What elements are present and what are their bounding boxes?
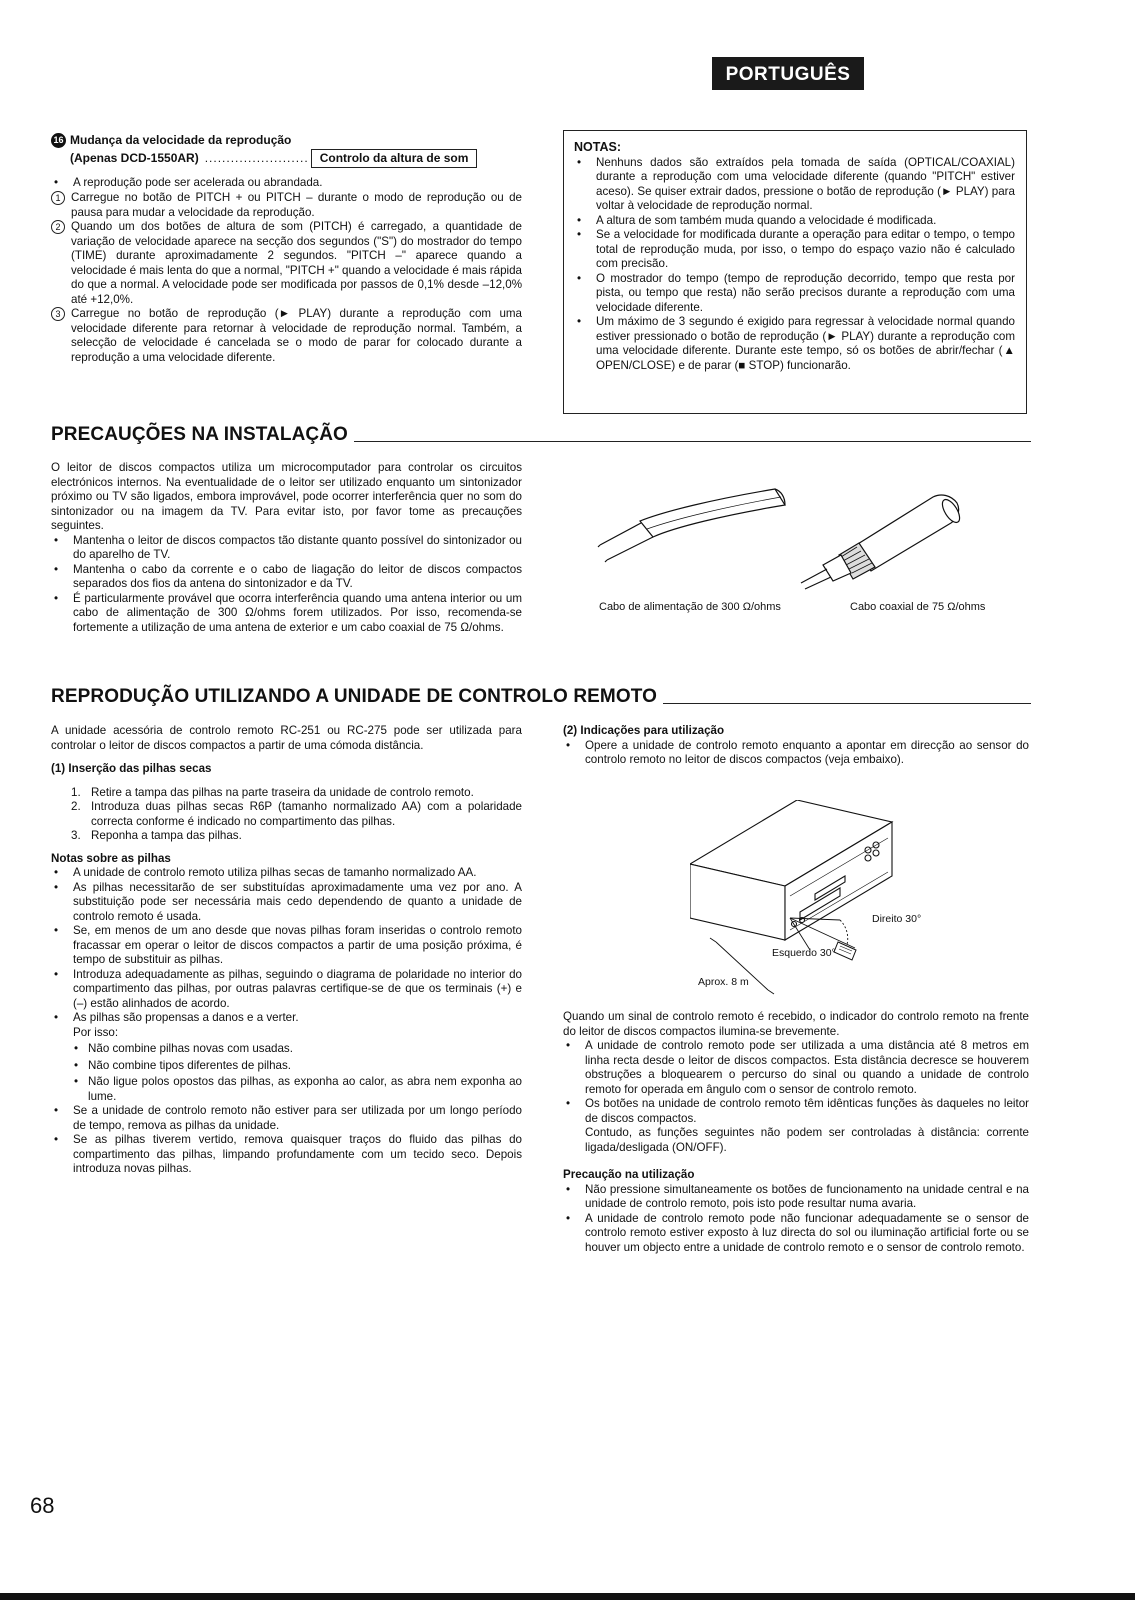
battery-notes-title: Notas sobre as pilhas	[51, 851, 171, 865]
received-list	[563, 1039, 1029, 1155]
pitch-steps	[51, 191, 522, 365]
leak-therefore: Por isso:	[73, 1025, 119, 1039]
page-number: 68	[30, 1493, 55, 1518]
step-number: 3	[51, 307, 65, 321]
list-item: • O mostrador do tempo (tempo de reprodução decorrido, tempo que resta por pista, ou tempo que resta) não serão precisos durante a reprodução com uma velocidade diferente.	[574, 272, 1015, 316]
installation-intro: O leitor de discos compactos utiliza um microcomputador para controlar os circuitos electrónicos internos. Na eventualidade de o leitor ser utilizado enquanto um sintonizador próximo ou TV são ligados, embora improvável, pode ocorrer interferência quer no som do sintonizador ou na imagem da TV. Para evitar isto, por favor tome as precauções seguintes.	[51, 461, 522, 532]
remote-heading: REPRODUÇÃO UTILIZANDO A UNIDADE DE CONTROLO REMOTO	[51, 686, 657, 707]
remote-heading-row	[51, 686, 1031, 708]
list-item: • Se a unidade de controlo remoto não estiver para ser utilizada por um longo período de tempo, remova as pilhas da unidade.	[51, 1104, 522, 1133]
list-item: • Mantenha o leitor de discos compactos tão distante quanto possível do sintonizador ou do aparelho de TV.	[51, 534, 522, 563]
received-item-text: • Os botões na unidade de controlo remoto têm idênticas funções às daqueles no leitor de discos compactos.	[585, 1097, 1029, 1125]
caution-list	[563, 1183, 1029, 1256]
section-number-badge: 16	[51, 133, 66, 148]
scan-border	[0, 1593, 1135, 1600]
list-item	[51, 1011, 522, 1104]
coax-cable-illustration	[801, 495, 963, 589]
usage-title: (2) Indicações para utilização	[563, 724, 725, 737]
list-item: • Não pressione simultaneamente os botões de funcionamento na unidade central e na unidade de controlo remoto, pois isto pode resultar numa avaria.	[563, 1183, 1029, 1212]
list-item	[71, 829, 522, 844]
remote-right-column	[563, 724, 1029, 768]
pitch-title: Mudança da velocidade da reprodução	[70, 133, 292, 148]
notes-box	[563, 130, 1027, 414]
pitch-subtitle: (Apenas DCD-1550AR)	[70, 151, 199, 165]
list-item: • A altura de som também muda quando a velocidade é modificada.	[574, 214, 1015, 229]
list-item: • Não combine tipos diferentes de pilhas.	[73, 1059, 522, 1074]
list-item: • A reprodução pode ser acelerada ou abrandada.	[51, 176, 522, 191]
leader-dots: ........................	[204, 151, 309, 165]
pitch-bullets	[51, 176, 522, 191]
list-item	[51, 191, 522, 220]
list-item: • A unidade de controlo remoto pode não funcionar adequadamente se o sensor de controlo remoto estiver exposto à luz directa do sol ou iluminação artificial forte ou se houver um objecto entre a unidade de controlo remoto e o sensor de controlo remoto.	[563, 1212, 1029, 1256]
list-item: • Se, em menos de um ano desde que novas pilhas foram inseridas o controlo remoto fracassar em operar o leitor de discos compactos a partir de uma posição próxima, é tempo de substituir as pilhas.	[51, 924, 522, 968]
list-item	[51, 220, 522, 307]
however-text: Contudo, as funções seguintes não podem ser controladas à distância: corrente ligada/desligada (ON/OFF).	[585, 1126, 1029, 1154]
pitch-title-row	[51, 133, 522, 148]
language-tab: PORTUGUÊS	[712, 57, 864, 90]
step-number: 3.	[71, 829, 81, 842]
list-item	[563, 1097, 1029, 1155]
leak-note: • As pilhas são propensas a danos e a verter.	[73, 1011, 299, 1024]
remote-left-column	[51, 724, 522, 1177]
list-item: • Um máximo de 3 segundo é exigido para regressar à velocidade normal quando estiver pressionado o botão de reprodução (► PLAY) durante a reprodução com uma velocidade diferente. Durante este tempo, só os botões de abrir/fechar (▲ OPEN/CLOSE) e de parar (■ STOP) funcionarão.	[574, 315, 1015, 373]
list-item: • Nenhuns dados são extraídos pela tomada de saída (OPTICAL/COAXIAL) durante a reprodução com uma velocidade diferente (quando "PITCH" estiver aceso). Se quiser extrair dados, pressione o botão de reprodução (► PLAY) para voltar à velocidade de reprodução normal.	[574, 156, 1015, 214]
battery-insert-title: (1) Inserção das pilhas secas	[51, 762, 212, 775]
list-item: • Opere a unidade de controlo remoto enquanto a apontar em direcção ao sensor do controlo remoto no leitor de discos compactos (veja embaixo).	[563, 739, 1029, 768]
list-item	[71, 800, 522, 829]
heading-rule	[663, 703, 1031, 704]
list-item: • Não ligue polos opostos das pilhas, as exponha ao calor, as abra nem exponha ao lume.	[73, 1075, 522, 1104]
list-item: • Mantenha o cabo da corrente e o cabo de liagação do leitor de discos compactos separados dos fios da antena do sintonizador e da TV.	[51, 563, 522, 592]
remote-control-icon	[834, 942, 856, 960]
step-number: 2	[51, 220, 65, 234]
list-item: • Se a velocidade for modificada durante a operação para editar o tempo, o tempo total de reprodução muda, por isso, o tempo do espaço vazio não é calculado com precisão.	[574, 228, 1015, 272]
step-number: 2.	[71, 800, 81, 813]
installation-bullets	[51, 534, 522, 636]
heading-rule	[354, 441, 1031, 442]
step-text: Reponha a tampa das pilhas.	[91, 829, 242, 842]
remote-range-diagram	[690, 800, 940, 1000]
diagram-distance-label: Aprox. 8 m	[698, 976, 749, 988]
remote-intro: A unidade acessória de controlo remoto RC-251 ou RC-275 pode ser utilizada para controlar o leitor de discos compactos a partir de uma cómoda distância.	[51, 724, 522, 752]
step-text: Retire a tampa das pilhas na parte traseira da unidade de controlo remoto.	[91, 785, 474, 799]
diagram-left-label: Esquerdo 30°	[772, 947, 836, 959]
battery-notes-list	[51, 866, 522, 1177]
list-item: • É particularmente provável que ocorra interferência quando uma antena interior ou um cabo de alimentação de 300 Ω/ohms forem utilizados. Por isso, recomenda-se fortemente a utilização de uma antena de exterior e um cabo coaxial de 75 Ω/ohms.	[51, 592, 522, 636]
step-text: Carregue no botão de reprodução (► PLAY) durante a reprodução com uma velocidade diferente para retornar à velocidade de reprodução normal. Também, a selecção de velocidade é cancelada se o modo de parar for colocado durante a reprodução a uma velocidade diferente.	[71, 307, 522, 364]
list-item: • Introduza adequadamente as pilhas, seguindo o diagrama de polaridade no interior do compartimento das pilhas, por outras palavras certifique-se de que os terminais (+) e (–) estão alinhados de acordo.	[51, 968, 522, 1012]
caution-title: Precaução na utilização	[563, 1168, 695, 1181]
list-item	[51, 307, 522, 365]
pitch-subtitle-row	[51, 149, 522, 168]
notes-list	[574, 156, 1015, 374]
list-item: • A unidade de controlo remoto pode ser utilizada a uma distância até 8 metros em linha recta desde o leitor de discos compactos. Esta distância decresce se houverem obstruções a bloquearem o percurso do sinal ou quando a unidade de controlo remoto for operada em ângulo com o sensor de controlo remoto.	[563, 1039, 1029, 1097]
cable-illustrations	[595, 485, 1015, 595]
pitch-section	[51, 133, 522, 365]
installation-heading: PRECAUÇÕES NA INSTALAÇÃO	[51, 424, 348, 445]
list-item: • Se as pilhas tiverem vertido, remova quaisquer traços do fluido das pilhas do compartimento das pilhas, limpando profundamente com um tecido seco. Depois introduza novas pilhas.	[51, 1133, 522, 1177]
list-item	[71, 786, 522, 801]
step-text: Quando um dos botões de altura de som (PITCH) é carregado, a quantidade de variação de velocidade aparece na secção dos segundos ("S") do mostrador do tempo (TIME) durante aproximadamente 2 segundos. "PITCH –" aparece quando a velocidade é mais lenta do que a normal, "PITCH +" quando a velocidade é mais rápida do que a normal. A velocidade pode ser modificada por passos de 0,1% desde –12,0% até +12,0%.	[71, 220, 522, 306]
feeder-cable-caption: Cabo de alimentação de 300 Ω/ohms	[599, 601, 781, 613]
feeder-cable-illustration	[598, 489, 785, 562]
pitch-control-label: Controlo da altura de som	[311, 149, 478, 168]
received-text: Quando um sinal de controlo remoto é recebido, o indicador do controlo remoto na frente do leitor de discos compactos ilumina-se brevemente.	[563, 1010, 1029, 1038]
list-item: • Não combine pilhas novas com usadas.	[73, 1042, 522, 1057]
step-number: 1.	[71, 785, 81, 799]
list-item: • A unidade de controlo remoto utiliza pilhas secas de tamanho normalizado AA.	[51, 866, 522, 881]
installation-text	[51, 461, 522, 635]
coax-cable-caption: Cabo coaxial de 75 Ω/ohms	[850, 601, 986, 613]
remote-right-column-lower	[563, 1010, 1029, 1255]
usage-list	[563, 739, 1029, 768]
battery-insert-steps	[51, 786, 522, 844]
diagram-right-label: Direito 30°	[872, 913, 922, 925]
step-text: Carregue no botão de PITCH + ou PITCH – durante o modo de reprodução ou de pausa para mudar a velocidade da reprodução.	[71, 191, 522, 219]
installation-heading-row	[51, 424, 1031, 446]
notes-title: NOTAS:	[574, 140, 621, 154]
step-text: Introduza duas pilhas secas R6P (tamanho normalizado AA) com a polaridade correcta conforme é indicado no compartimento das pilhas.	[91, 800, 522, 828]
list-item: • As pilhas necessitarão de ser substituídas aproximadamente uma vez por ano. A substituição pode ser necessária mais cedo dependendo de quanto a unidade de controlo remoto é usada.	[51, 881, 522, 925]
leak-sub-list	[73, 1042, 522, 1104]
step-number: 1	[51, 191, 65, 205]
